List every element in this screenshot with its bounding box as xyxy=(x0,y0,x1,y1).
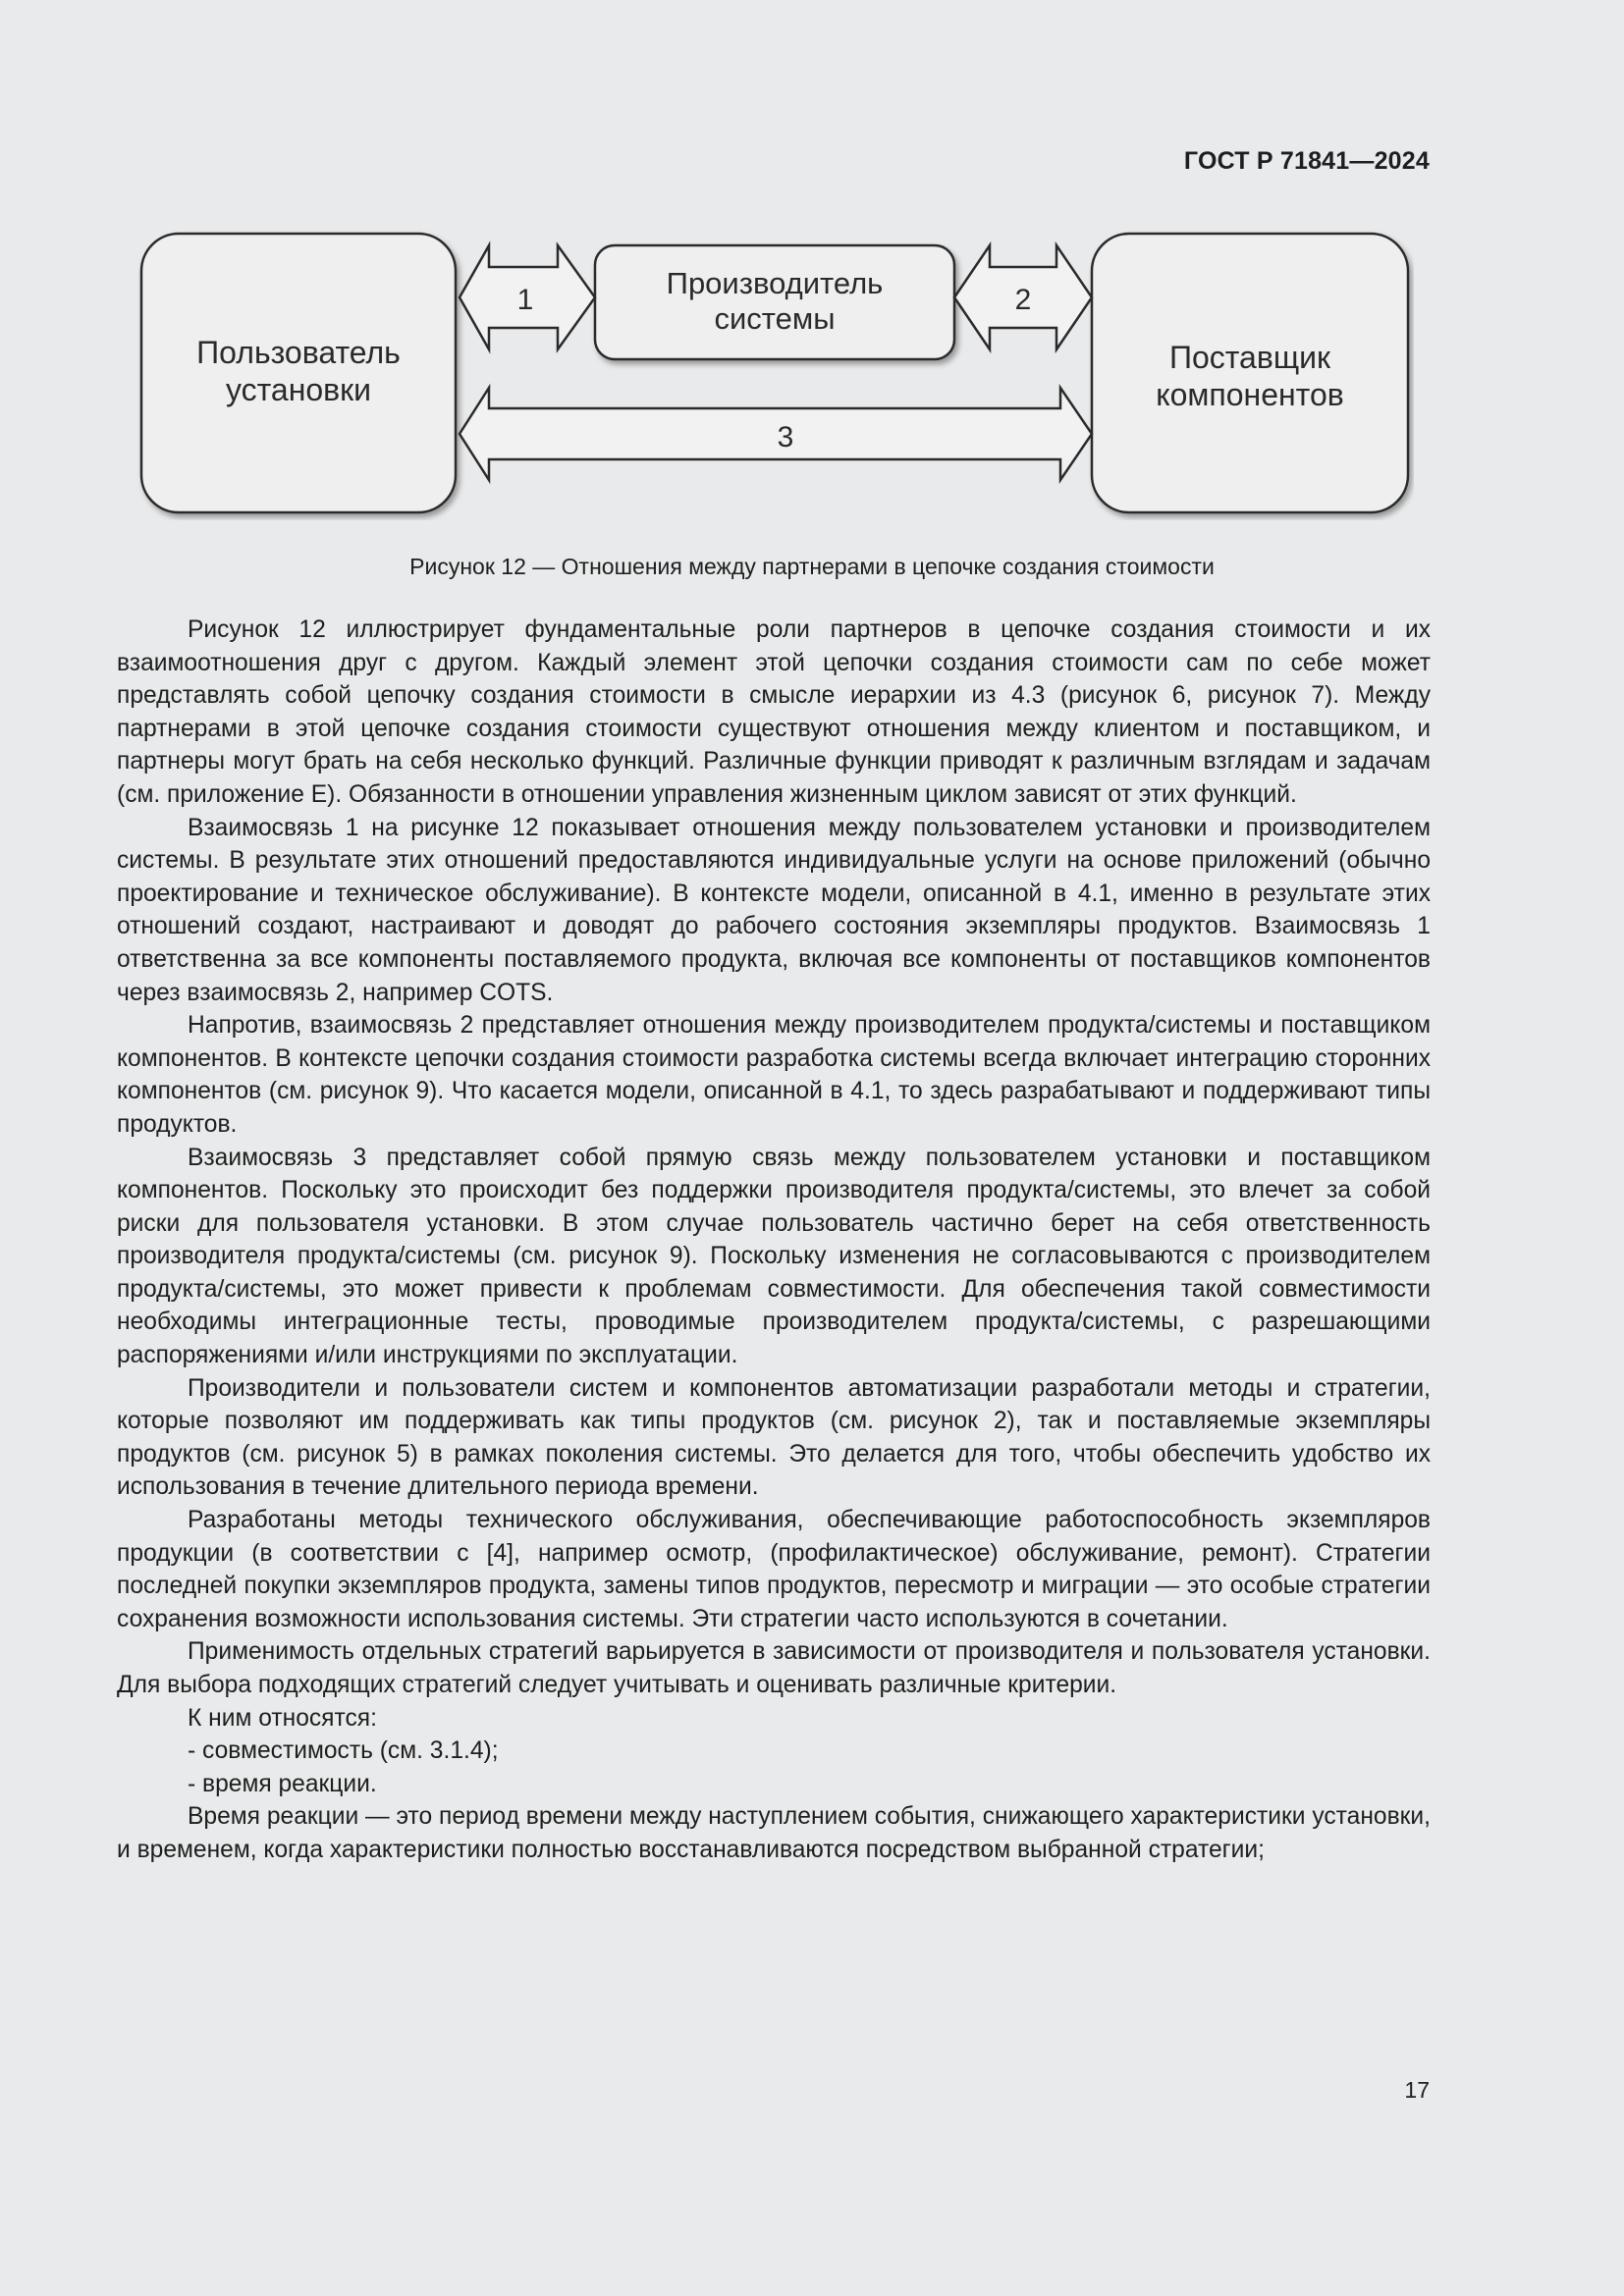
paragraph: Разработаны методы технического обслуживания, обеспечивающие работоспособность экземпляров продукции (в соответствии с [4], например осмотр, (профилактическое) обслуживание, ремонт). Стратегии последней покупки экземпляров продукта, замены типов продуктов, пересмотр и миграции — это особые стратегии сохранения возможности использования системы. Эти стратегии часто используются в сочетании. xyxy=(117,1507,1431,1632)
relation-1-label: 1 xyxy=(516,284,534,316)
relation-2-arrow xyxy=(954,245,1092,349)
paragraph: Взаимосвязь 3 представляет собой прямую связь между пользователем установки и поставщиком компонентов. Поскольку это происходит без поддержки производителя продукта/системы, это влечет за собой риски для пользователя установки. В этом случае пользователь частично берет на себя ответственность производителя продукта/системы (см. рисунок 9). Поскольку изменения не согласовываются с производителем продукта/системы, это может привести к проблемам совместимости. Для обеспечения такой совместимости необходимы интеграционные тесты, проводимые производителем продукта/системы, с разрешающими распоряжениями и/или инструкциями по эксплуатации. xyxy=(117,1144,1431,1369)
list-item: - совместимость (см. 3.1.4); xyxy=(188,1737,499,1765)
installation-user-box xyxy=(141,234,456,512)
paragraph: Взаимосвязь 1 на рисунке 12 показывает отношения между пользователем установки и производителем системы. В результате этих отношений предоставляются индивидуальные услуги на основе приложений (обычно проектирование и техническое обслуживание). В контексте модели, описанной в 4.1, именно в результате этих отношений создают, настраивают и доводят до рабочего состояния экземпляры продуктов. Взаимосвязь 1 ответственна за все компоненты поставляемого продукта, включая все компоненты от поставщиков компонентов через взаимосвязь 2, например COTS. xyxy=(117,814,1431,1006)
component-supplier-label-line2: компонентов xyxy=(1156,377,1344,412)
figure-caption: Рисунок 12 — Отношения между партнерами в цепочке создания стоимости xyxy=(409,554,1215,579)
paragraph: Рисунок 12 иллюстрирует фундаментальные роли партнеров в цепочке создания стоимости и их взаимоотношения друг с другом. Каждый элемент этой цепочки создания стоимости сам по себе может представлять собой цепочку создания стоимости в смысле иерархии из 4.3 (рисунок 6, рисунок 7). Между партнерами в этой цепочке создания стоимости существуют отношения между клиентом и поставщиком, и партнеры могут брать на себя несколько функций. Различные функции приводят к различным взглядам и задачам (см. приложение Е). Обязанности в отношении управления жизненным циклом зависят от этих функций. xyxy=(117,616,1431,808)
installation-user-label-line1: Пользователь xyxy=(196,335,401,370)
figure-12-diagram xyxy=(137,226,1414,520)
system-manufacturer-label-line1: Производитель xyxy=(666,266,884,300)
relation-3-arrow xyxy=(460,388,1092,480)
list-item: - время реакции. xyxy=(188,1770,377,1797)
paragraph: Время реакции — это период времени между наступлением события, снижающего характеристики установки, и временем, когда характеристики полностью восстанавливаются посредством выбранной стратегии; xyxy=(117,1803,1431,1863)
body-text xyxy=(117,614,1431,1867)
component-supplier-box xyxy=(1092,234,1408,512)
system-manufacturer-label-line2: системы xyxy=(714,301,836,336)
document-code: ГОСТ Р 71841—2024 xyxy=(1183,147,1430,175)
paragraph: Применимость отдельных стратегий варьируется в зависимости от производителя и пользователя установки. Для выбора подходящих стратегий следует учитывать и оценивать различные критерии. xyxy=(117,1638,1431,1698)
relation-3-label: 3 xyxy=(777,421,794,454)
paragraph: К ним относятся: xyxy=(188,1704,377,1732)
installation-user-label-line2: установки xyxy=(225,372,372,407)
system-manufacturer-box xyxy=(595,245,954,359)
component-supplier-label-line1: Поставщик xyxy=(1168,340,1331,375)
relation-2-label: 2 xyxy=(1014,284,1032,316)
relation-1-arrow xyxy=(460,245,595,349)
paragraph: Производители и пользователи систем и компонентов автоматизации разработали методы и стратегии, которые позволяют им поддерживать как типы продуктов (см. рисунок 2), так и поставляемые экземпляры продуктов (см. рисунок 5) в рамках поколения системы. Это делается для того, чтобы обеспечить удобство их использования в течение длительного периода времени. xyxy=(117,1374,1431,1501)
paragraph: Напротив, взаимосвязь 2 представляет отношения между производителем продукта/системы и поставщиком компонентов. В контексте цепочки создания стоимости разработка системы всегда включает интеграцию сторонних компонентов (см. рисунок 9). Что касается модели, описанной в 4.1, то здесь разрабатывают и поддерживают типы продуктов. xyxy=(117,1012,1431,1138)
page-number: 17 xyxy=(1404,2077,1430,2103)
